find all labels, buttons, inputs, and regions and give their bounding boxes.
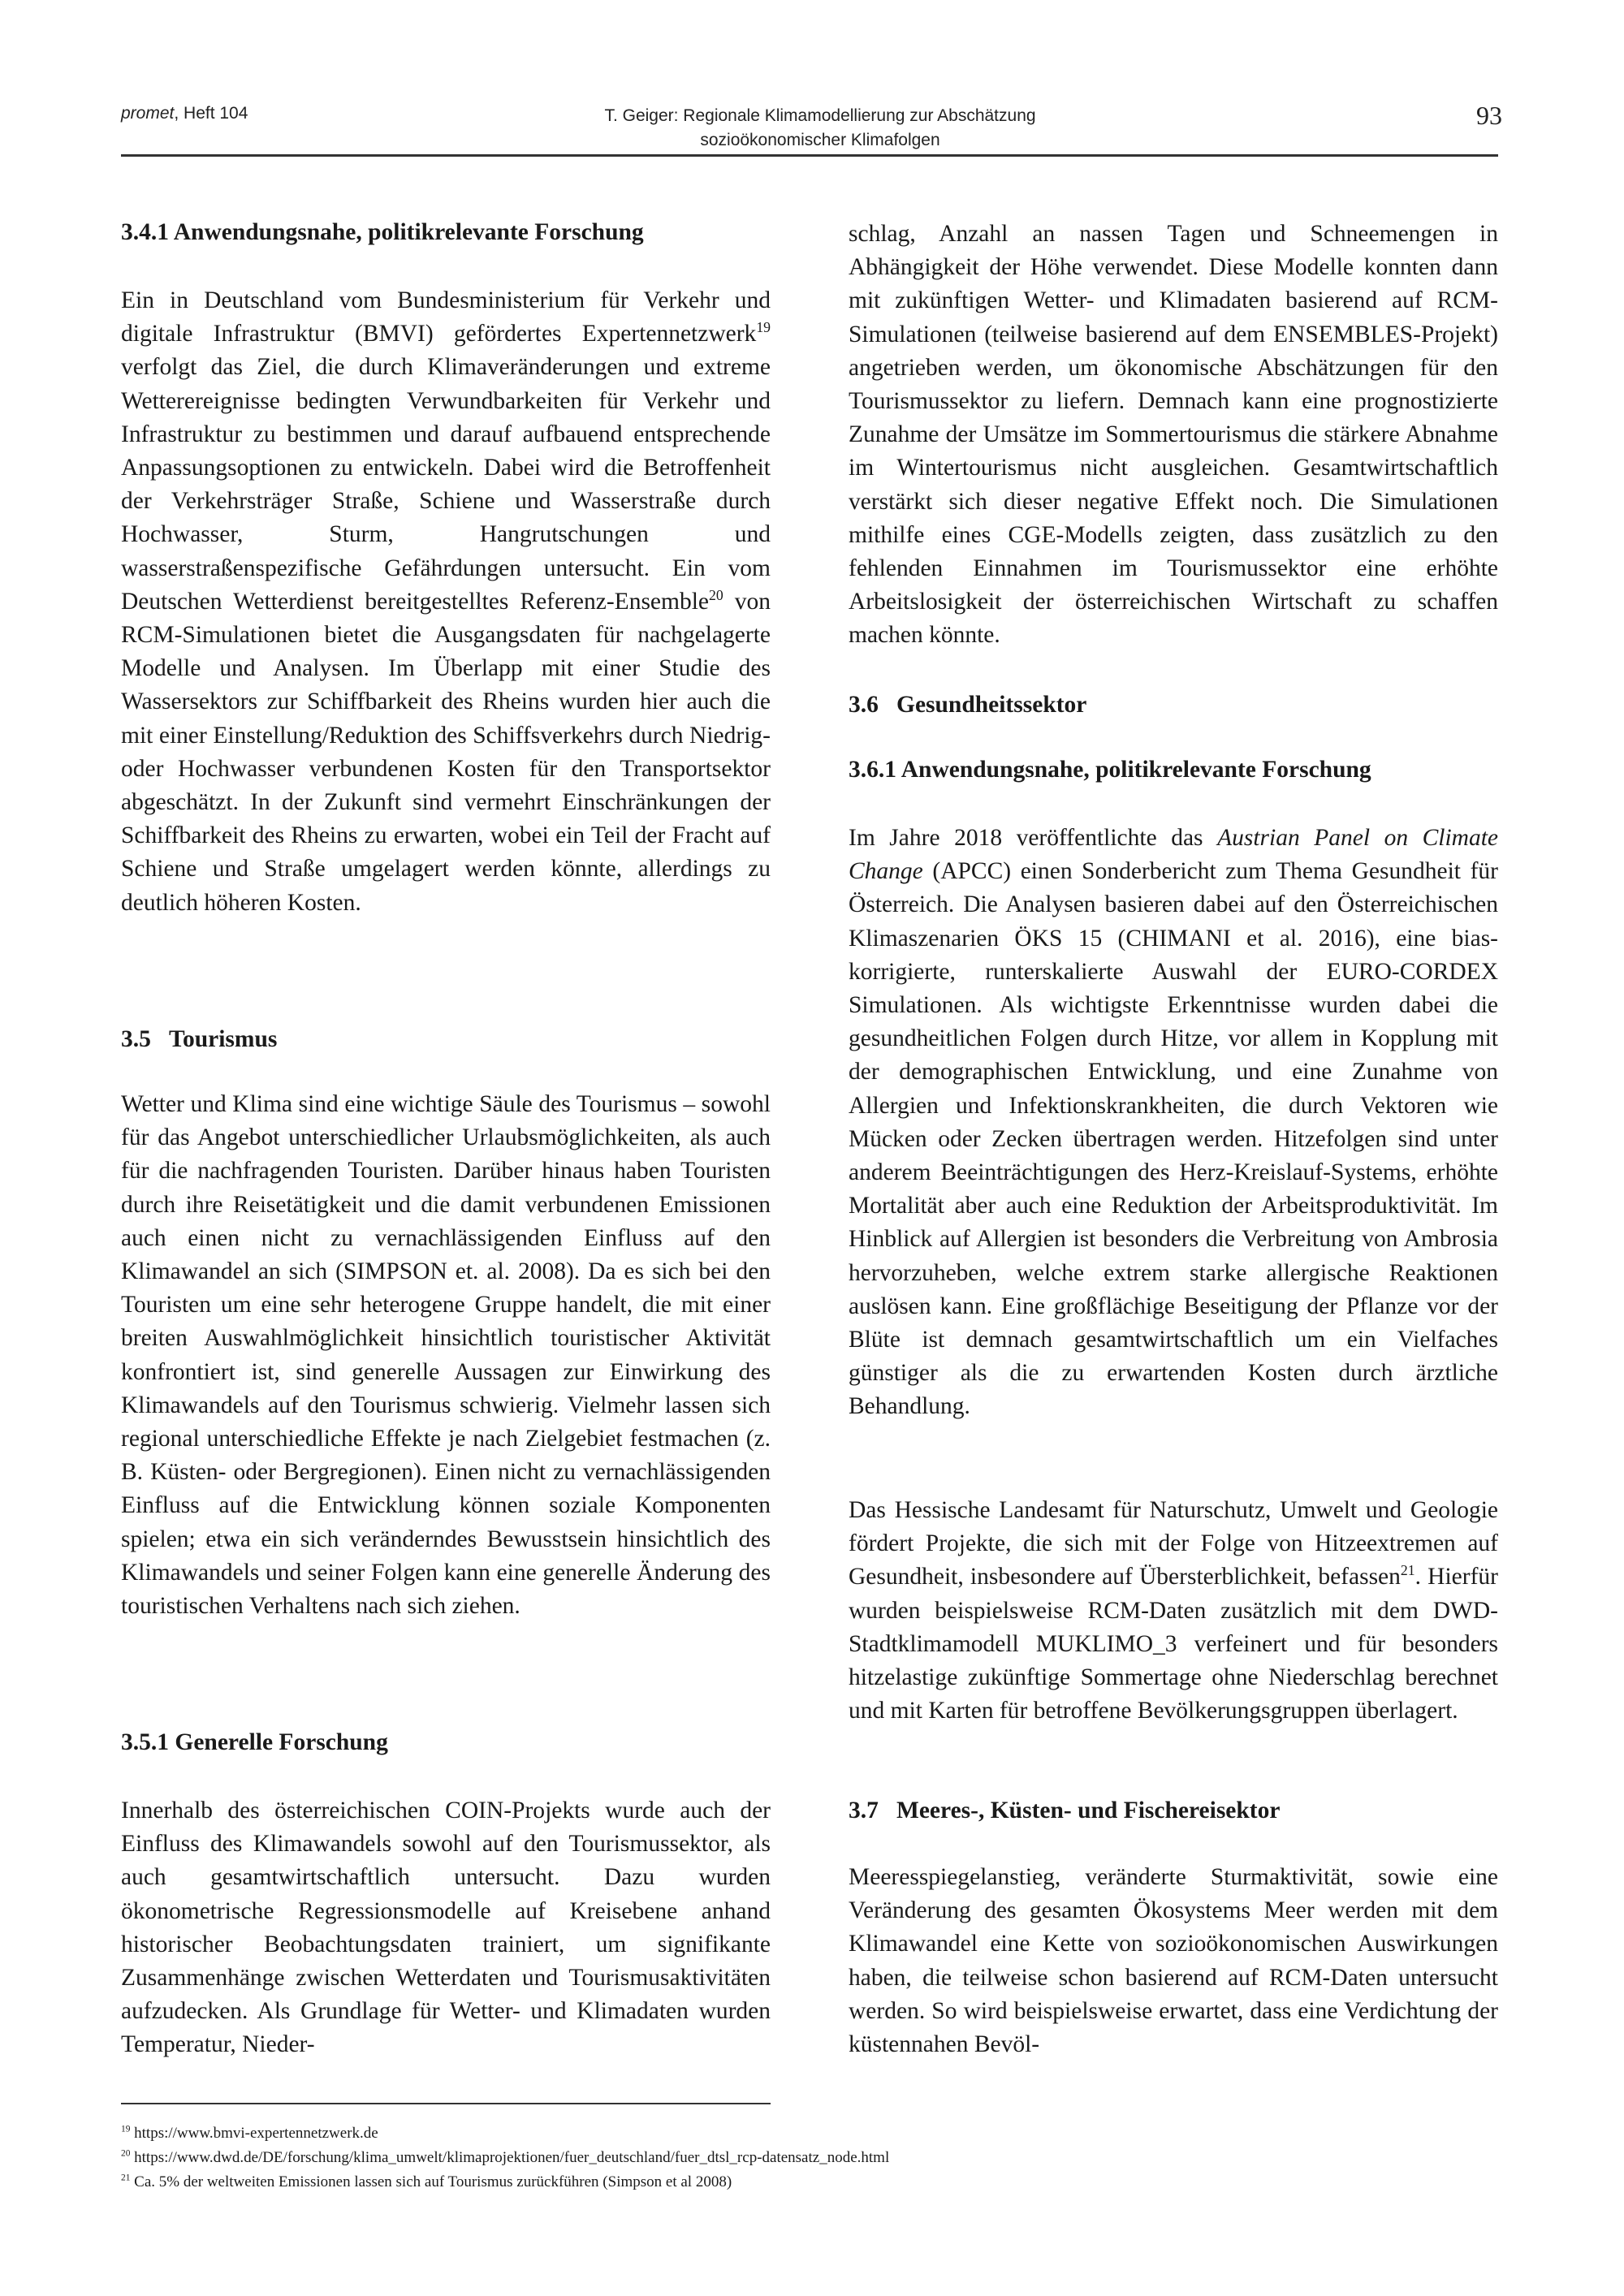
footnote-21 xyxy=(121,2171,732,2194)
header-rule xyxy=(121,154,1498,157)
paragraph-hessen xyxy=(849,1494,1498,1728)
footnote-ref-19[interactable]: 19 xyxy=(756,319,771,336)
heading-3-5: 3.5 Tourismus xyxy=(121,1026,278,1052)
page-number: 93 xyxy=(1476,101,1502,130)
paragraph-coin-continued: schlag, Anzahl an nassen Tagen und Schneemengen in Abhängigkeit der Höhe verwendet. Diese Modelle konnten dann mit zukünftigen Wetter- und Klimadaten basierend auf RCM-Simulationen (teilweise basierend auf dem ENSEMBLES-Projekt) angetrieben werden, um ökonomische Abschätzungen für den Tourismussektor zu liefern. Demnach kann eine prognostizierte Zunahme der Umsätze im Sommertourismus die stärkere Abnahme im Wintertourismus nicht ausgleichen. Gesamtwirtschaftlich verstärkt sich dieser negative Effekt noch. Die Simulationen mithilfe eines CGE-Modells zeigten, dass zusätzlich zu den fehlenden Einnahmen im Tourismussektor eine erhöhte Arbeitslosigkeit der österreichischen Wirtschaft zu schaffen machen könnte. xyxy=(849,221,1498,649)
footnote-rule xyxy=(121,2103,771,2104)
footnote-link[interactable]: https://www.dwd.de/DE/forschung/klima_umwelt/klimaprojektionen/fuer_deutschland/fuer_dtsl_rcp-datensatz_node.html xyxy=(134,2149,890,2166)
footnote-20 xyxy=(121,2147,889,2169)
paragraph-coin: Innerhalb des österreichischen COIN-Projekts wurde auch der Einfluss des Klimawandels sowohl auf den Tourismussektor, als auch gesamtwirtschaftlich untersucht. Dazu wurden ökonometrische Regressionsmodelle auf Kreisebene anhand historischer Beobachtungsdaten trainiert, um signifikante Zusammenhänge zwischen Wetterdaten und Tourismusaktivitäten aufzudecken. Als Grundlage für Wetter- und Klimadaten wurden Temperatur, Nieder- xyxy=(121,1798,771,2058)
footnote-number: 21 xyxy=(121,2173,131,2183)
text: Ein in Deutschland vom Bundesministerium für Verkehr und digitale Infrastruktur (BMVI) gefördertes Expertennetzwerk xyxy=(121,287,771,347)
paragraph-tourismus: Wetter und Klima sind eine wichtige Säule des Tourismus – sowohl für das Angebot unterschiedlicher Urlaubsmöglichkeiten, als auch für die nachfragenden Touristen. Darüber hinaus haben Touristen durch ihre Reisetätigkeit und die damit verbundenen Emissionen auch einen nicht zu vernachlässigenden Einfluss auf den Klimawandel an sich (SIMPSON et. al. 2008). Da es sich bei den Touristen um eine sehr heterogene Gruppe handelt, die mit einer breiten Auswahlmöglichkeit hinsichtlich touristischer Aktivität konfrontiert ist, sind generelle Aussagen zur Einwirkung des Klimawandels auf den Tourismus schwierig. Vielmehr lassen sich regional unterschiedliche Effekte je nach Zielgebiet festmachen (z. B. Küsten- oder Bergregionen). Einen nicht zu vernachlässigenden Einfluss auf die Entwicklung können soziale Komponenten spielen; etwa ein sich veränderndes Bewusstsein hinsichtlich des Klimawandels und seiner Folgen kann eine generelle Änderung des touristischen Verhaltens nach sich ziehen. xyxy=(121,1091,771,1620)
title-line-1: T. Geiger: Regionale Klimamodellierung zur Abschätzung xyxy=(604,106,1036,125)
apcc-name: Austrian Panel on Climate Change xyxy=(849,825,1499,885)
running-head-title xyxy=(455,104,1186,153)
journal-name: promet xyxy=(121,104,175,123)
heading-3-7: 3.7 Meeres-, Küsten- und Fischereisektor xyxy=(849,1798,1281,1823)
text: (APCC) einen Sonderbericht zum Thema Gesundheit für Österreich. Die Analysen basieren dabei auf den Österreichischen Klimaszenarien ÖKS 15 (CHIMANI et al. 2016), eine bias-korrigierte, runterskalierte Auswahl der EURO-CORDEX Simulationen. Als wichtigste Erkenntnisse wurden dabei die gesundheitlichen Folgen durch Hitze, vor allem in Kopplung mit der demographischen Entwicklung, und eine Zunahme von Allergien und Infektionskrankheiten, die durch Vektoren wie Mücken oder Zecken übertragen werden. Hitzefolgen sind unter anderem Beeinträchtigungen des Herz-Kreislauf-Systems, erhöhte Mortalität aber auch eine Reduktion der Arbeitsproduktivität. Im Hinblick auf Allergien ist besonders die Verbreitung von Ambrosia hervorzuheben, welche extrem starke allergische Reaktionen auslösen kann. Eine großflächige Beseitigung der Pflanze vor der Blüte ist demnach gesamtwirtschaftlich um ein Vielfaches günstiger als die zu erwartenden Kosten durch ärztliche Behandlung. xyxy=(849,858,1498,1420)
paragraph-apcc xyxy=(849,822,1498,1424)
footnote-text: Ca. 5% der weltweiten Emissionen lassen sich auf Tourismus zurückführen (Simpson et al 2008) xyxy=(134,2173,732,2190)
text: von RCM-Simulationen bietet die Ausgangsdaten für nachgelagerte Modelle und Analysen. Im Überlapp mit einer Studie des Wassersektors zur Schiffbarkeit des Rheins wurden hier auch die mit einer Einstellung/Reduktion des Schiffsverkehrs durch Niedrig- oder Hochwasser verbundenen Kosten für den Transportsektor abgeschätzt. In der Zukunft sind vermehrt Einschränkungen der Schiffbarkeit des Rheins zu erwarten, wobei ein Teil der Fracht auf Schiene und Straße umgelagert werden könnte, allerdings zu deutlich höheren Kosten. xyxy=(121,588,771,916)
paragraph-meer: Meeresspiegelanstieg, veränderte Sturmaktivität, sowie eine Veränderung des gesamten Ökosystems Meer werden mit dem Klimawandel eine Kette von sozioökonomischen Auswirkungen haben, die teilweise schon basierend auf RCM-Daten untersucht werden. So wird beispielsweise erwartet, dass eine Verdichtung der küstennahen Bevöl- xyxy=(849,1864,1498,2058)
text: Im Jahre 2018 veröffentlichte das xyxy=(849,825,1218,851)
running-head-journal xyxy=(121,104,248,123)
footnote-19 xyxy=(121,2122,378,2145)
footnote-ref-21[interactable]: 21 xyxy=(1400,1562,1415,1579)
text: . Hierfür wurden beispielsweise RCM-Daten zusätzlich mit dem DWD-Stadtklimamodell MUKLIMO_3 verfeinert und für besonders hitzelastige zukünftige Sommertage ohne Niederschlag berechnet und mit Karten für betroffene Bevölkerungsgruppen überlagert. xyxy=(849,1564,1498,1724)
heading-3-5-1: 3.5.1 Generelle Forschung xyxy=(121,1729,388,1755)
heading-3-6-1: 3.6.1 Anwendungsnahe, politikrelevante Forschung xyxy=(849,757,1371,783)
paragraph-bmvi xyxy=(121,284,771,920)
footnote-number: 19 xyxy=(121,2124,131,2134)
text: Das Hessische Landesamt für Naturschutz, Umwelt und Geologie fördert Projekte, die sich mit der Folge von Hitzeextremen auf Gesundheit, insbesondere auf Übersterblichkeit, befassen xyxy=(849,1497,1498,1590)
footnote-number: 20 xyxy=(121,2148,131,2159)
footnote-link[interactable]: https://www.bmvi-expertennetzwerk.de xyxy=(134,2125,378,2142)
text: verfolgt das Ziel, die durch Klimaveränderungen und extreme Wetterereignisse bedingten Verwundbarkeiten für Verkehr und Infrastruktur zu bestimmen und darauf aufbauend entsprechende Anpassungsoptionen zu entwickeln. Dabei wird die Betroffenheit der Verkehrsträger Straße, Schiene und Wasserstraße durch Hochwasser, Sturm, Hangrutschungen und wasserstraßenspezifische Gefährdungen untersucht. Ein vom Deutschen Wetterdienst bereitgestelltes Referenz-Ensemble xyxy=(121,354,771,615)
heading-3-4-1: 3.4.1 Anwendungsnahe, politikrelevante Forschung xyxy=(121,219,644,245)
footnote-ref-20[interactable]: 20 xyxy=(709,587,723,603)
issue: , Heft 104 xyxy=(174,104,248,123)
heading-3-6: 3.6 Gesundheitssektor xyxy=(849,692,1087,718)
title-line-2: sozioökonomischer Klimafolgen xyxy=(700,131,940,149)
